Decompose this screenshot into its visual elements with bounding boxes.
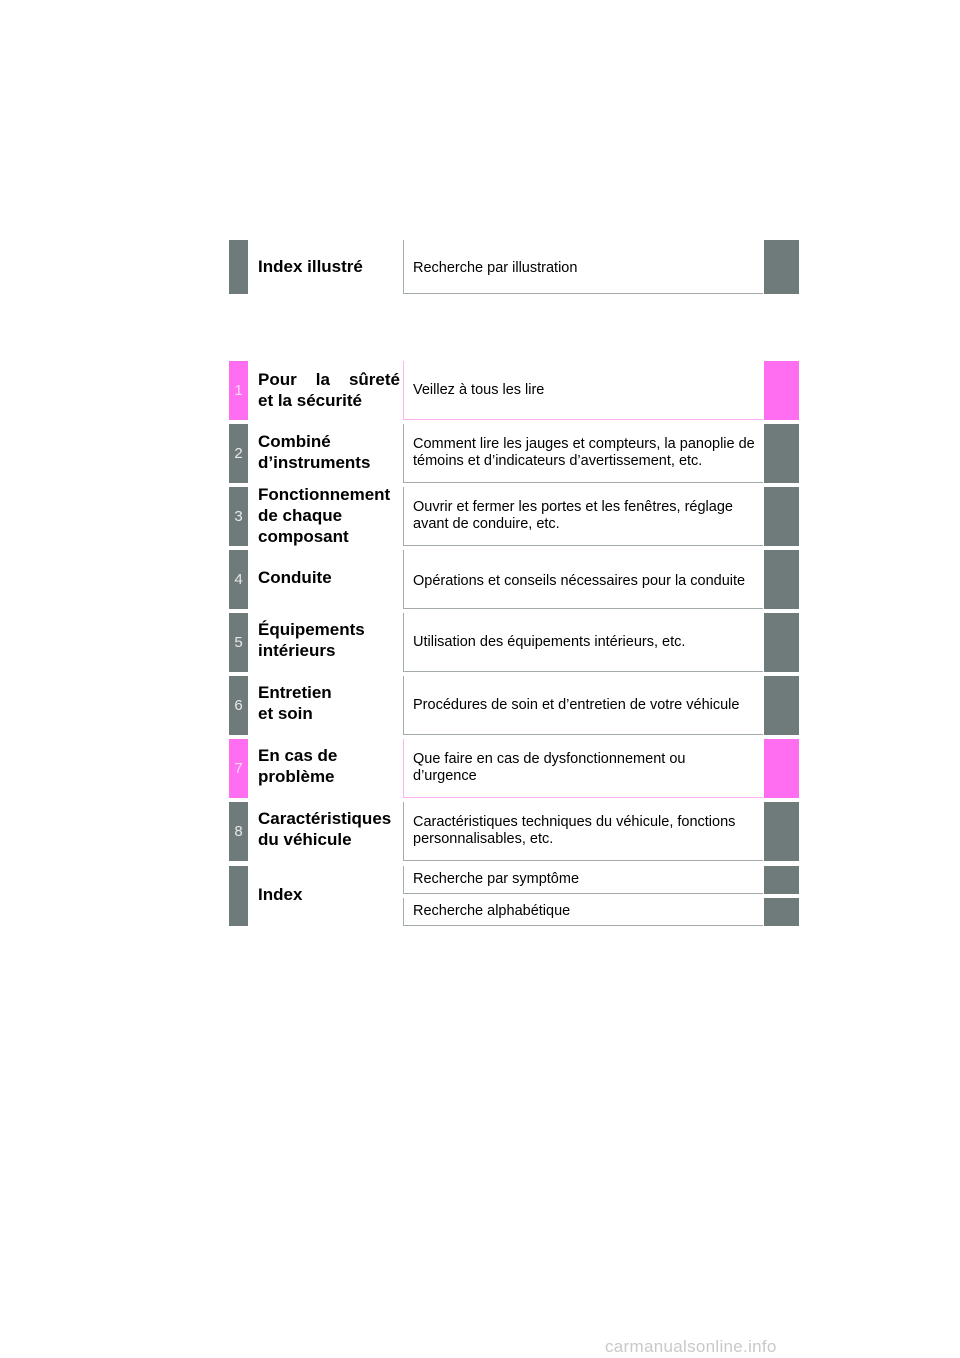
section-tab-7: 7 — [229, 739, 248, 798]
section-tab-8: 8 — [229, 802, 248, 861]
section-end-tab-4 — [764, 550, 799, 609]
index-item-symptom-tab — [764, 866, 799, 894]
section-end-tab-8 — [764, 802, 799, 861]
section-title-5: Équipements intérieurs — [258, 620, 365, 660]
section-row-2[interactable] — [229, 424, 799, 483]
section-row-3[interactable] — [229, 487, 799, 546]
section-row-7[interactable] — [229, 739, 799, 798]
index-row[interactable] — [229, 866, 799, 926]
index-tab — [229, 866, 248, 926]
section-row-1[interactable] — [229, 361, 799, 420]
section-tab-6: 6 — [229, 676, 248, 735]
header-end-tab — [764, 240, 799, 294]
index-item-alphabetical-tab — [764, 898, 799, 926]
section-end-tab-3 — [764, 487, 799, 546]
section-description-3: Ouvrir et fermer les portes et les fenêtres, réglage avant de conduire, etc. — [403, 487, 763, 546]
section-description-6: Procédures de soin et d’entretien de votre véhicule — [403, 676, 763, 735]
header-tab — [229, 240, 248, 294]
section-end-tab-7 — [764, 739, 799, 798]
index-item-alphabetical-label: Recherche alphabétique — [403, 898, 763, 926]
section-tab-5: 5 — [229, 613, 248, 672]
section-description-4: Opérations et conseils nécessaires pour la conduite — [403, 550, 763, 609]
section-tab-1: 1 — [229, 361, 248, 420]
section-description-2: Comment lire les jauges et compteurs, la panoplie de témoins et d’indicateurs d’avertissement, etc. — [403, 424, 763, 483]
index-item-symptom-label: Recherche par symptôme — [403, 866, 763, 894]
section-title-2: Combiné d’instruments — [258, 432, 371, 472]
section-description-1: Veillez à tous les lire — [403, 361, 763, 420]
section-end-tab-6 — [764, 676, 799, 735]
section-title-8: Caractéristiques du véhicule — [258, 809, 392, 849]
section-title-1: Pour la sûreté et la sécurité — [258, 370, 400, 410]
section-row-5[interactable] — [229, 613, 799, 672]
section-end-tab-2 — [764, 424, 799, 483]
section-tab-3: 3 — [229, 487, 248, 546]
header-row[interactable] — [229, 240, 799, 294]
section-end-tab-5 — [764, 613, 799, 672]
section-title-3: Fonctionnement de chaque composant — [258, 485, 391, 546]
section-tab-2: 2 — [229, 424, 248, 483]
section-title-7: En cas de problème — [258, 746, 338, 786]
watermark: carmanualsonline.info — [605, 1337, 777, 1356]
index-item-alphabetical[interactable] — [403, 898, 799, 926]
section-description-5: Utilisation des équipements intérieurs, etc. — [403, 613, 763, 672]
section-end-tab-1 — [764, 361, 799, 420]
header-description: Recherche par illustration — [403, 240, 763, 294]
section-description-8: Caractéristiques techniques du véhicule, fonctions personnalisables, etc. — [403, 802, 763, 861]
section-row-8[interactable] — [229, 802, 799, 861]
index-item-symptom[interactable] — [403, 866, 799, 894]
section-title-6: Entretien et soin — [258, 683, 332, 723]
section-row-4[interactable] — [229, 550, 799, 609]
index-title: Index — [258, 885, 303, 904]
section-title-4: Conduite — [258, 568, 332, 587]
section-description-7: Que faire en cas de dysfonctionnement ou d’urgence — [403, 739, 763, 798]
section-row-6[interactable] — [229, 676, 799, 735]
header-title: Index illustré — [258, 257, 363, 276]
section-tab-4: 4 — [229, 550, 248, 609]
